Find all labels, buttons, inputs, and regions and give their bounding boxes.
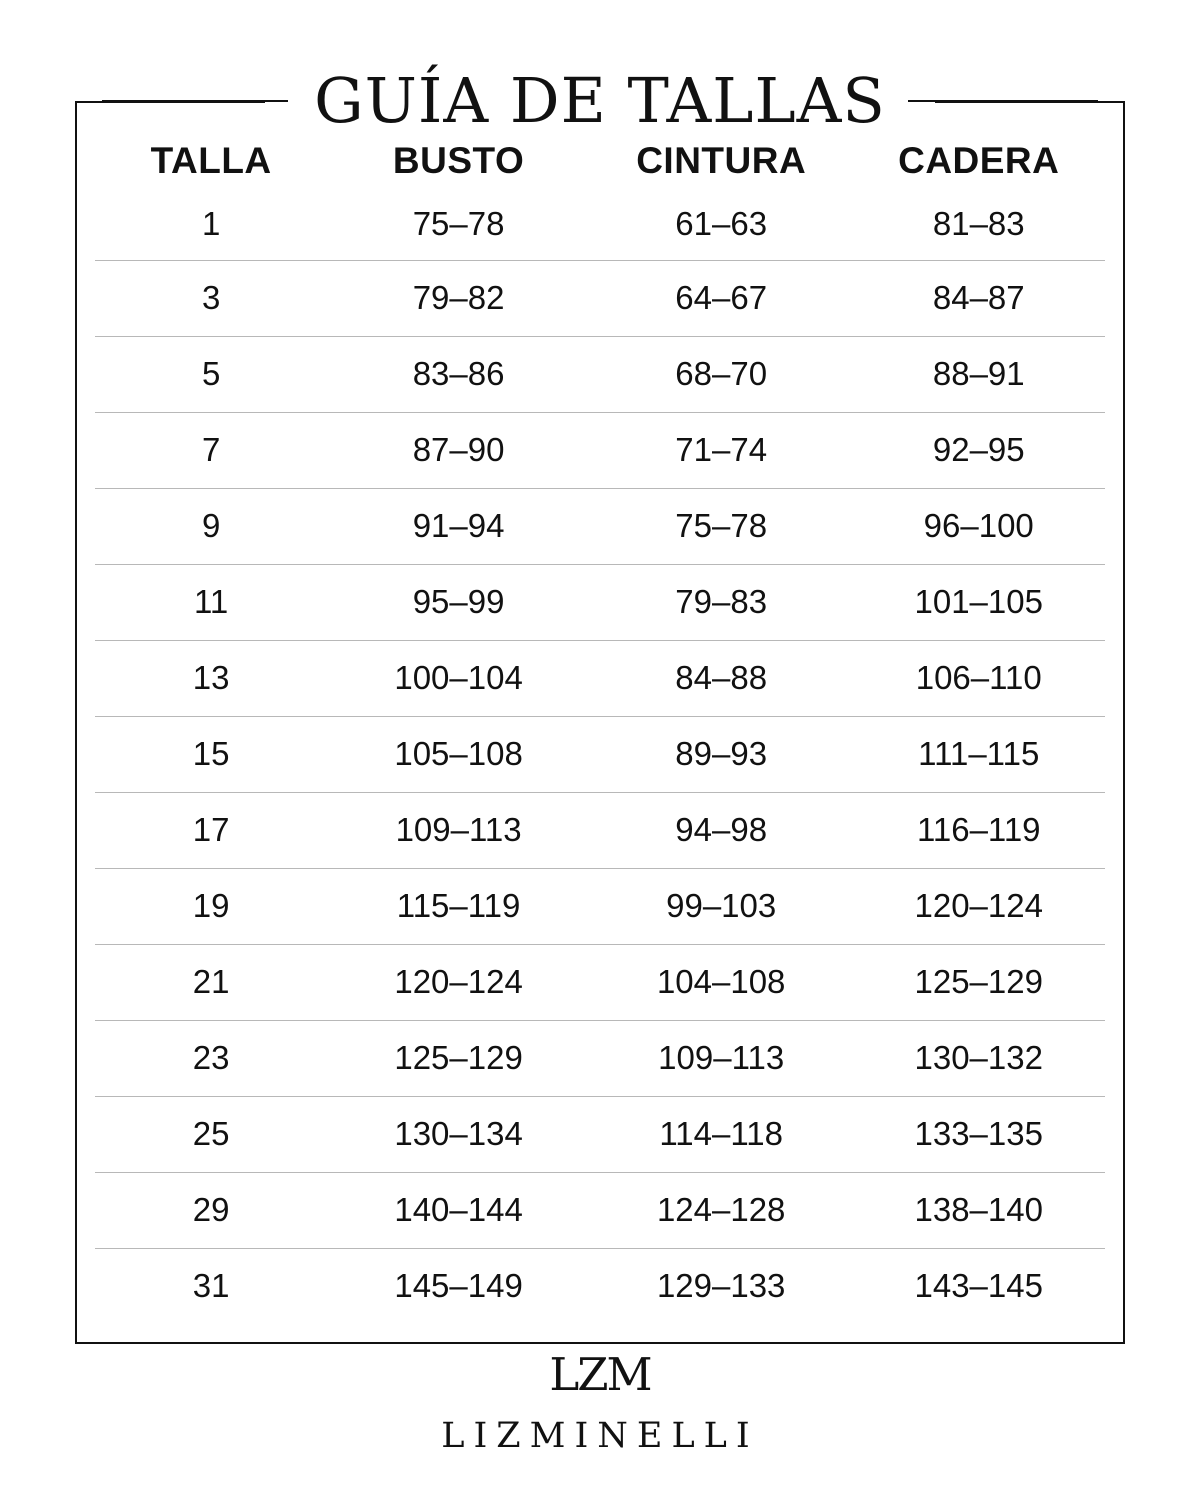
cell-talla: 17 — [95, 792, 327, 868]
table-row — [95, 564, 1105, 640]
cell-cadera: 125–129 — [852, 944, 1105, 1020]
cell-cadera: 120–124 — [852, 868, 1105, 944]
cell-cintura: 114–118 — [590, 1096, 853, 1172]
table-row — [95, 640, 1105, 716]
table-row — [95, 1020, 1105, 1096]
cell-cadera: 106–110 — [852, 640, 1105, 716]
cell-talla: 13 — [95, 640, 327, 716]
cell-cadera: 88–91 — [852, 336, 1105, 412]
cell-talla: 9 — [95, 488, 327, 564]
cell-busto: 100–104 — [327, 640, 590, 716]
cell-cadera: 101–105 — [852, 564, 1105, 640]
cell-cintura: 104–108 — [590, 944, 853, 1020]
table-row — [95, 260, 1105, 336]
table-row — [95, 1172, 1105, 1248]
cell-talla: 21 — [95, 944, 327, 1020]
table-row — [95, 336, 1105, 412]
title-rule-left — [102, 100, 292, 102]
cell-cadera: 116–119 — [852, 792, 1105, 868]
cell-busto: 115–119 — [327, 868, 590, 944]
cell-talla: 15 — [95, 716, 327, 792]
cell-busto: 120–124 — [327, 944, 590, 1020]
cell-cadera: 81–83 — [852, 188, 1105, 260]
cell-busto: 105–108 — [327, 716, 590, 792]
cell-busto: 91–94 — [327, 488, 590, 564]
table-row — [95, 868, 1105, 944]
table-row — [95, 488, 1105, 564]
cell-talla: 11 — [95, 564, 327, 640]
cell-cintura: 79–83 — [590, 564, 853, 640]
cell-cintura: 61–63 — [590, 188, 853, 260]
cell-talla: 3 — [95, 260, 327, 336]
brand-footer — [0, 1348, 1200, 1456]
column-header-cadera: CADERA — [898, 140, 1060, 181]
cell-cintura: 64–67 — [590, 260, 853, 336]
cell-cadera: 130–132 — [852, 1020, 1105, 1096]
title-row — [0, 58, 1200, 144]
cell-cadera: 138–140 — [852, 1172, 1105, 1248]
cell-busto: 125–129 — [327, 1020, 590, 1096]
table-header — [95, 140, 1105, 188]
cell-busto: 95–99 — [327, 564, 590, 640]
cell-cadera: 111–115 — [852, 716, 1105, 792]
cell-talla: 31 — [192, 1267, 230, 1305]
cell-cintura: 71–74 — [590, 412, 853, 488]
table-row — [95, 716, 1105, 792]
brand-name: LIZMINELLI — [441, 1416, 759, 1456]
table-body — [95, 188, 1105, 1324]
cell-talla: 25 — [95, 1096, 327, 1172]
cell-busto: 87–90 — [327, 412, 590, 488]
cell-busto: 140–144 — [327, 1172, 590, 1248]
table-row — [95, 188, 1105, 260]
size-table-container — [95, 140, 1105, 1324]
cell-busto: 109–113 — [327, 792, 590, 868]
cell-cadera: 143–145 — [914, 1267, 1043, 1305]
cell-cintura: 68–70 — [590, 336, 853, 412]
cell-busto: 83–86 — [327, 336, 590, 412]
column-header-cintura: CINTURA — [636, 140, 807, 181]
brand-monogram: LZM — [549, 1348, 651, 1401]
cell-cintura: 129–133 — [656, 1267, 786, 1305]
page-title: GUÍA DE TALLAS — [288, 70, 912, 132]
title-rule-right — [908, 100, 1098, 102]
cell-busto: 79–82 — [327, 260, 590, 336]
cell-talla: 23 — [95, 1020, 327, 1096]
cell-cadera: 96–100 — [852, 488, 1105, 564]
table-row — [95, 1248, 1105, 1324]
cell-cadera: 84–87 — [852, 260, 1105, 336]
table-row — [95, 412, 1105, 488]
cell-talla: 5 — [95, 336, 327, 412]
cell-talla: 29 — [95, 1172, 327, 1248]
table-row — [95, 944, 1105, 1020]
cell-cintura: 84–88 — [590, 640, 853, 716]
cell-cintura: 124–128 — [590, 1172, 853, 1248]
table-header-row — [95, 140, 1105, 188]
cell-cadera: 92–95 — [852, 412, 1105, 488]
cell-busto: 130–134 — [327, 1096, 590, 1172]
cell-cintura: 94–98 — [590, 792, 853, 868]
cell-talla: 19 — [95, 868, 327, 944]
column-header-busto: BUSTO — [392, 140, 525, 181]
cell-cintura: 109–113 — [590, 1020, 853, 1096]
size-table — [95, 140, 1105, 1324]
cell-cadera: 133–135 — [852, 1096, 1105, 1172]
cell-busto: 75–78 — [327, 188, 590, 260]
cell-cintura: 75–78 — [590, 488, 853, 564]
table-row — [95, 792, 1105, 868]
column-header-talla: TALLA — [150, 140, 272, 181]
cell-busto: 145–149 — [394, 1267, 523, 1305]
table-row — [95, 1096, 1105, 1172]
cell-talla: 1 — [95, 188, 327, 260]
cell-cintura: 89–93 — [590, 716, 853, 792]
cell-cintura: 99–103 — [590, 868, 853, 944]
cell-talla: 7 — [95, 412, 327, 488]
